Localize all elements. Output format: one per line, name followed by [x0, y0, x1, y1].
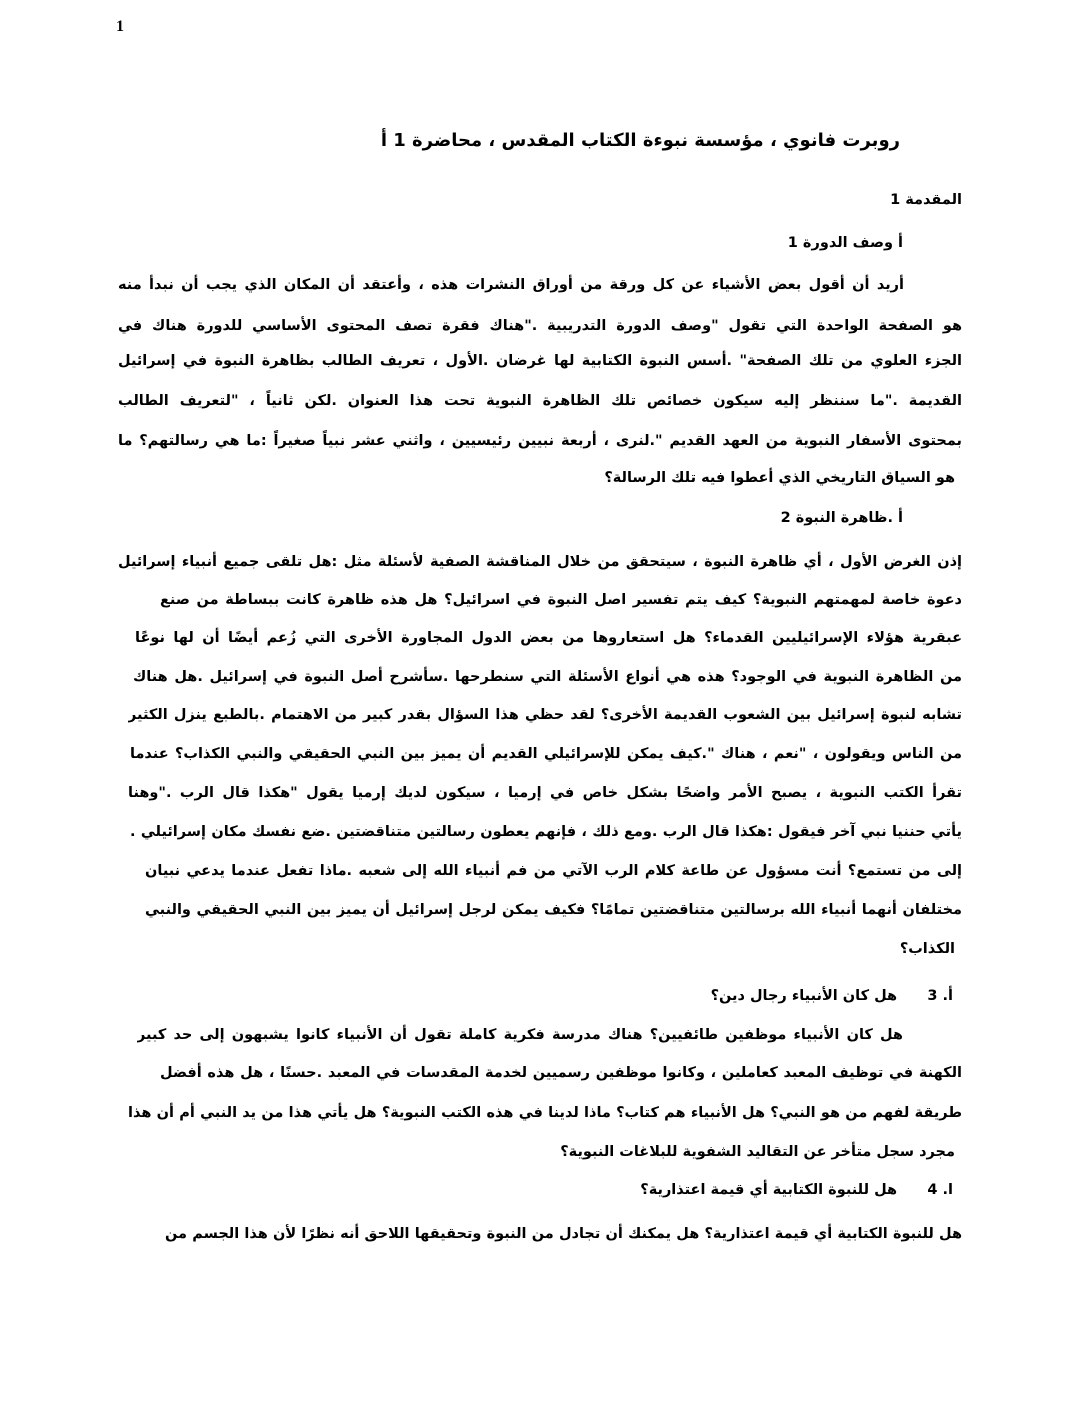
text-line: الكهنة في توظيف المعبد كعاملين ، وكانوا موظفين رسميين لخدمة المقدسات في المعبد .حسنًا ، هل هذه أفضل	[160, 1065, 962, 1081]
text-line: الكذاب؟	[899, 941, 955, 957]
text-line: من الناس ويقولون ، "نعم ، هناك ".كيف يمكن للإسرائيلي القديم أن يميز بين النبي الحقيقي والنبي الكذاب؟ عندما	[130, 746, 962, 762]
text-line: تقرأ الكتب النبوية ، يصبح الأمر واضحًا بشكل خاص في إرميا ، سيكون لديك إرميا يقول "هكذا قال الرب ."وهنا	[128, 785, 962, 801]
text-line: تشابه لنبوة إسرائيل بين الشعوب القديمة الأخرى؟ لقد حظي هذا السؤال بقدر كبير من الاهتمام .بالطبع ينزل الكثير	[128, 707, 962, 723]
text-line: مجرد سجل متأخر عن التقاليد الشفوية للبلاغات النبوية؟	[560, 1144, 955, 1160]
heading-course-description: أ وصف الدورة 1	[787, 235, 903, 251]
text-line: القديمة ."ما سننظر إليه سيكون خصائص تلك الظاهرة النبوية تحت هذا العنوان .لكن ثانياً ، "لتعريف الطالب	[118, 393, 962, 409]
text-line: الجزء العلوي من تلك الصفحة" .أسس النبوة الكتابية لها غرضان .الأول ، تعريف الطالب بظاهرة النبوة في إسرائيل	[118, 353, 962, 369]
text-line: هو السياق التاريخي الذي أعطوا فيه تلك الرسالة؟	[604, 470, 955, 486]
text-line: عبقرية هؤلاء الإسرائيليين القدماء؟ هل استعاروها من بعض الدول المجاورة الأخرى التي زُعم أيضًا أن لها نوعًا	[135, 630, 962, 646]
heading-apologetic-value: ا. 4 هل للنبوة الكتابية أي قيمة اعتذارية؟	[640, 1182, 953, 1198]
text-line: أريد أن أقول بعض الأشياء عن كل ورقة من أوراق النشرات هذه ، وأعتقد أن المكان الذي يجب أن نبدأ منه	[118, 277, 904, 293]
text-line: هل للنبوة الكتابية أي قيمة اعتذارية؟ هل يمكنك أن تجادل من النبوة وتحقيقها اللاحق أنه نظرًا لأن هذا الجسم من	[165, 1226, 962, 1242]
document-title: روبرت فانوي ، مؤسسة نبوءة الكتاب المقدس ، محاضرة 1 أ	[380, 130, 900, 151]
page-number: 1	[116, 18, 124, 35]
text-line: إذن الغرض الأول ، أي ظاهرة النبوة ، سيتحقق من خلال المناقشة الصفية لأسئلة مثل :هل تلقى جميع أنبياء إسرائيل	[118, 554, 962, 570]
text-line: يأتي حننيا نبي آخر فيقول :هكذا قال الرب .ومع ذلك ، فإنهم يعطون رسالتين متناقضتين .ضع نفسك مكان إسرائيلي .	[130, 824, 962, 840]
text-line: هو الصفحة الواحدة التي تقول "وصف الدورة التدريبية ."هناك فقرة تصف المحتوى الأساسي للدورة هناك في	[118, 318, 962, 334]
text-line: من الظاهرة النبوية في الوجود؟ هذه هي أنواع الأسئلة التي سنطرحها .سأشرح أصل النبوة في إسرائيل .هل هناك	[133, 669, 962, 685]
text-line: مختلفان أنهما أنبياء الله برسالتين متناقضتين تمامًا؟ فكيف يمكن لرجل إسرائيل أن يميز بين النبي الحقيقي والنبي	[145, 902, 962, 918]
text-line: هل كان الأنبياء موظفين طائفيين؟ هناك مدرسة فكرية كاملة تقول أن الأنبياء كانوا يشبهون إلى حد كبير	[137, 1027, 903, 1043]
heading-prophecy-phenomenon: أ .ظاهرة النبوة 2	[780, 510, 903, 526]
text-line: طريقة لفهم من هو النبي؟ هل الأنبياء هم كتاب؟ ماذا لدينا في هذه الكتب النبوية؟ هل يأتي هذا من يد النبي أم أن هذا	[128, 1105, 962, 1121]
text-line: إلى من تستمع؟ أنت مسؤول عن طاعة كلام الرب الآتي من فم أنبياء الله إلى شعبه .ماذا تفعل عندما يدعي نبيان	[145, 863, 962, 879]
section-intro: المقدمة 1	[890, 192, 962, 208]
text-line: دعوة خاصة لمهمتهم النبوية؟ كيف يتم تفسير اصل النبوة في اسرائيل؟ هل هذه ظاهرة كانت ببساطة من صنع	[160, 592, 962, 608]
text-line: بمحتوى الأسفار النبوية من العهد القديم ".لنرى ، أربعة نبيين رئيسيين ، واثني عشر نبياً صغيراً :ما هي رسالتهم؟ ما	[118, 433, 962, 449]
heading-priests: أ. 3 هل كان الأنبياء رجال دين؟	[710, 988, 953, 1004]
